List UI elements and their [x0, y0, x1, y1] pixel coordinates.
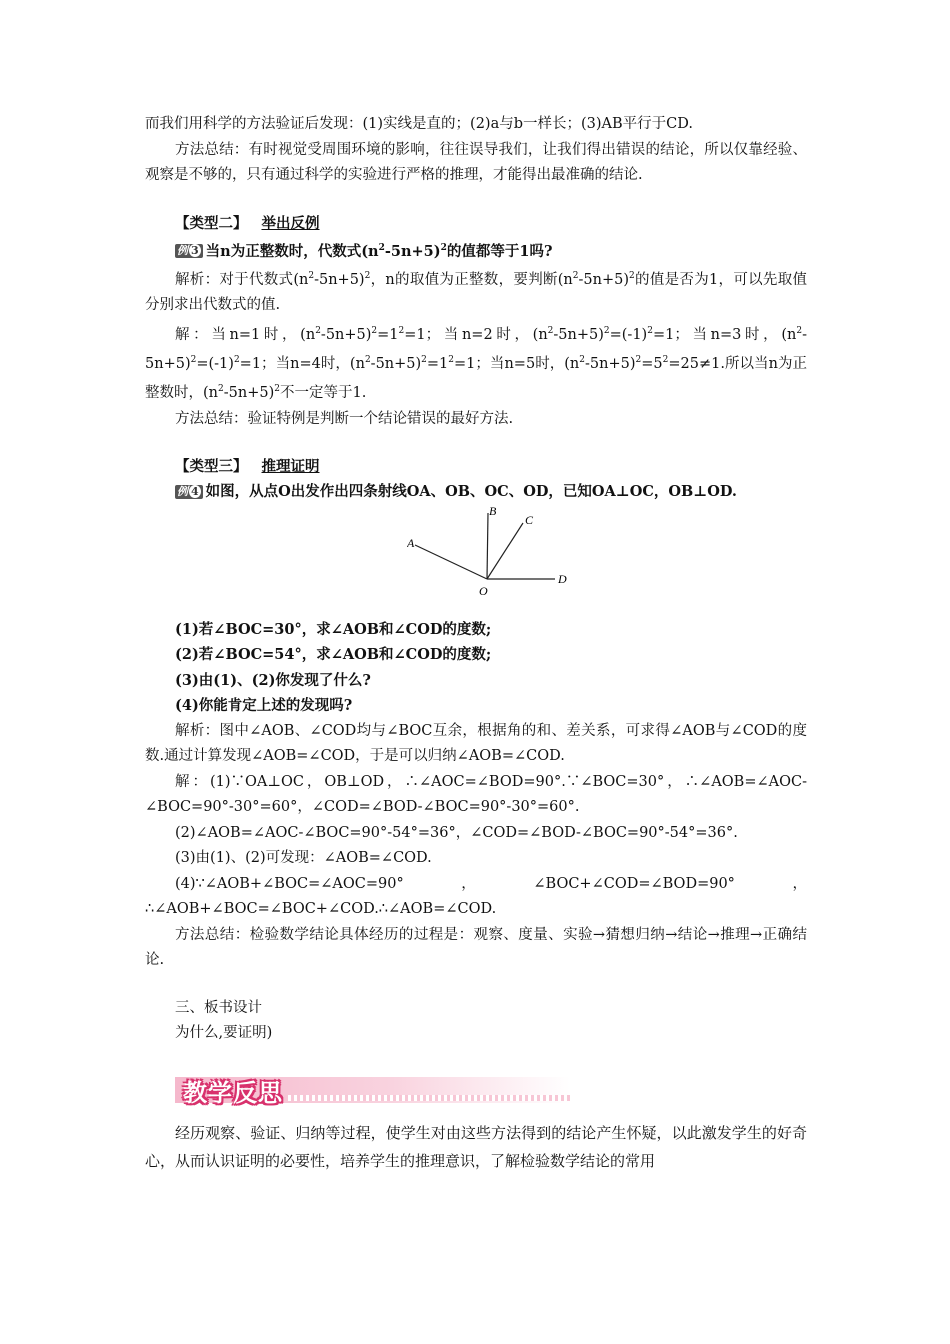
document-page — [145, 112, 807, 1175]
reflection-title: 教学反思 — [183, 1078, 283, 1107]
example4-solution-1: 解：(1)∵OA⊥OC，OB⊥OD，∴∠AOC=∠BOD=90°.∵∠BOC=30°，∴∠AOB=∠AOC-∠BOC=90°-30°=60°，∠COD=∠BOD-∠BOC=90°-30°=60°. — [145, 773, 807, 816]
example4-q3: (3)由(1)、(2)你发现了什么? — [175, 671, 371, 689]
example3-summary: 方法总结：验证特例是判断一个结论错误的最好方法. — [175, 410, 514, 427]
ray-oc — [487, 523, 523, 579]
paragraph-conclusion: 而我们用科学的方法验证后发现：(1)实线是直的；(2)a与b一样长；(3)AB平行于CD. — [145, 116, 693, 132]
label-a: A — [407, 535, 415, 550]
label-o: O — [479, 583, 488, 598]
banner-stripes — [285, 1095, 570, 1101]
label-c: C — [525, 512, 534, 527]
rays-diagram — [407, 505, 577, 605]
label-d: D — [558, 571, 567, 586]
type3-heading — [145, 454, 807, 479]
example4-analysis: 解析：图中∠AOB、∠COD均与∠BOC互余，根据角的和、差关系，可求得∠AOB与∠COD的度数.通过计算发现∠AOB=∠COD，于是可以归纳∠AOB=∠COD. — [145, 722, 807, 765]
example-badge: 例 3 — [175, 244, 203, 258]
type2-title: 举出反例 — [261, 214, 320, 232]
ray-oa — [415, 545, 487, 579]
board-design-heading: 三、板书设计 — [175, 999, 262, 1016]
example3-analysis: 解析：对于代数式$(n^2-5n+5)^2$，n的取值为正整数，要判断$(n^2-5n+5)^2$的值是否为1，可以先取值分别求出代数式的值. — [145, 270, 807, 314]
example-badge: 例 4 — [175, 485, 203, 499]
example4-q1: (1)若∠BOC=30°，求∠AOB和∠COD的度数; — [175, 620, 492, 638]
example4-solution-2: (2)∠AOB=∠AOC-∠BOC=90°-54°=36°，∠COD=∠BOD-∠BOC=90°-54°=36°. — [175, 824, 738, 841]
example4-summary: 方法总结：检验数学结论具体经历的过程是：观察、度量、实验→猜想归纳→结论→推理→正确结论. — [145, 926, 807, 969]
example4-q2: (2)若∠BOC=54°，求∠AOB和∠COD的度数; — [175, 646, 492, 664]
rays-figure — [145, 505, 807, 617]
example3-solution: 解：当n=1时，$(n^2-5n+5)^2=1^2=1$；当n=2时，$(n^2-5n+5)^2=(-1)^2=1$；当n=3时，$(n^2-5n+5)^2=(-1)^2=1$；当n=4时，$(n^2-5n+5)^2=1^2=1$；当n=5时，$(n^2-5n+5)^2=5^2=25\ne 1$.所以当n为正整数时，$(n^2-5n+5)^2$不一定等于1. — [145, 325, 807, 402]
method-summary-1: 方法总结：有时视觉受周围环境的影响，往往误导我们，让我们得出错误的结论，所以仅靠经验、观察是不够的，只有通过科学的实验进行严格的推理，才能得出最准确的结论. — [145, 141, 807, 183]
type3-label: 【类型三】 — [175, 458, 248, 476]
type2-heading — [145, 211, 807, 236]
type3-title: 推理证明 — [261, 458, 320, 476]
example4-question: 例 4 如图，从点O出发作出四条射线OA、OB、OC、OD，已知OA⊥OC，OB⊥OD. — [177, 483, 737, 501]
type2-label: 【类型二】 — [175, 214, 248, 232]
reflection-text: 经历观察、验证、归纳等过程，使学生对由这些方法得到的结论产生怀疑，以此激发学生的好奇心，从而认识证明的必要性，培养学生的推理意识，了解检验数学结论的常用 — [145, 1123, 807, 1170]
example4-solution-3: (3)由(1)、(2)可发现：∠AOB=∠COD. — [175, 850, 432, 867]
ray-ob — [487, 513, 488, 579]
board-design-text: 为什么,要证明) — [175, 1025, 273, 1042]
example4-q4: (4)你能肯定上述的发现吗? — [175, 697, 353, 715]
reflection-banner — [145, 1057, 807, 1119]
example3-question: 例 3 当n为正整数时，代数式$(n^2-5n+5)^2$的值都等于1吗? — [177, 242, 553, 260]
label-b: B — [489, 504, 497, 518]
example4-solution-4: (4)∵∠AOB+∠BOC=∠AOC=90°，∠BOC+∠COD=∠BOD=90°，∴∠AOB+∠BOC=∠BOC+∠COD.∴∠AOB=∠COD. — [145, 875, 807, 918]
